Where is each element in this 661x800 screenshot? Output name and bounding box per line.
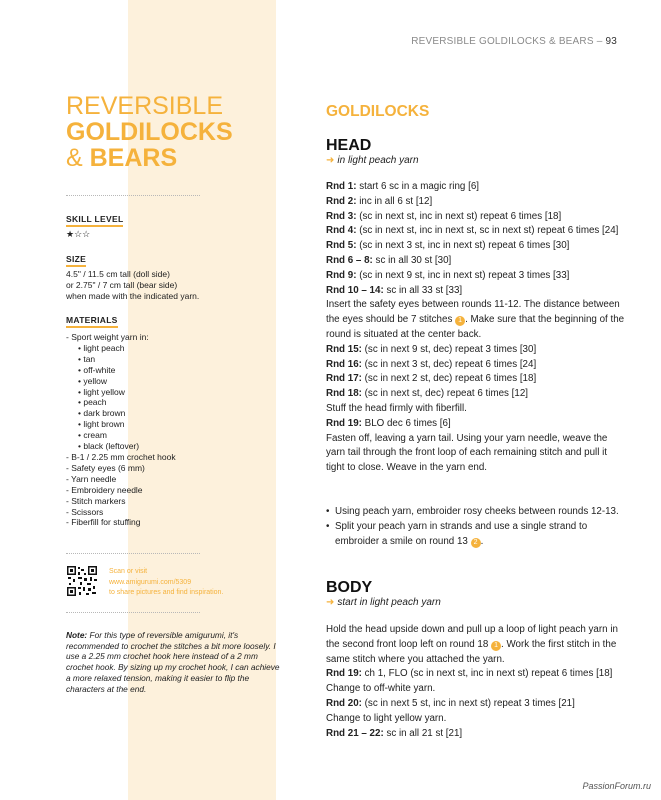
row-text: Using peach yarn, embroider rosy cheeks between rounds 12-13. bbox=[335, 506, 619, 517]
round-label: Rnd 15: bbox=[326, 343, 362, 355]
head-instructions bbox=[326, 180, 626, 476]
instruction-row bbox=[326, 210, 626, 225]
step-badge: 1 bbox=[491, 641, 501, 651]
row-text: sc in all 33 st [33] bbox=[383, 284, 463, 296]
scan-info bbox=[109, 567, 223, 599]
size-line: or 2.75" / 7 cm tall (bear side) bbox=[66, 280, 178, 290]
row-text: . bbox=[480, 535, 484, 547]
title-ampersand: & bbox=[66, 144, 90, 172]
title-line-2: GOLDILOCKS bbox=[66, 118, 233, 146]
note-paragraph bbox=[66, 630, 280, 694]
running-title: REVERSIBLE GOLDILOCKS & BEARS – bbox=[411, 36, 603, 47]
bullet-item bbox=[326, 505, 626, 520]
size-label: SIZE bbox=[66, 254, 86, 267]
instruction-row bbox=[326, 239, 626, 254]
page-number: 93 bbox=[605, 36, 617, 47]
round-label: Rnd 5: bbox=[326, 240, 357, 252]
scan-line: Scan or visit bbox=[109, 568, 148, 575]
instruction-row bbox=[326, 697, 626, 712]
instruction-row bbox=[326, 180, 626, 195]
instruction-row bbox=[326, 358, 626, 373]
material-item: - Sport weight yarn in: bbox=[66, 332, 149, 342]
round-label: Rnd 3: bbox=[326, 210, 357, 222]
material-item: - Safety eyes (6 mm) bbox=[66, 462, 145, 473]
row-text: Hold the head upside down and pull up a loop of light peach yarn in the second front loop left on round 18 bbox=[326, 624, 618, 650]
row-text: (sc in next 5 st, inc in next st) repeat 3 times [21] bbox=[361, 697, 575, 709]
round-label: Rnd 17: bbox=[326, 373, 362, 385]
row-text: Insert the safety eyes between rounds 11-12. The distance between the eyes should be 7 stitches bbox=[326, 299, 620, 326]
page-title bbox=[66, 93, 233, 171]
scan-line: to share pictures and find inspiration. bbox=[109, 589, 224, 596]
instruction-row bbox=[326, 195, 626, 210]
qr-code-icon bbox=[66, 565, 98, 597]
row-text: (sc in next 9 st, inc in next st) repeat 3 times [33] bbox=[356, 269, 570, 281]
instruction-row bbox=[326, 254, 626, 269]
material-item: - Embroidery needle bbox=[66, 484, 143, 495]
skill-level-label: SKILL LEVEL bbox=[66, 214, 123, 227]
instruction-row bbox=[326, 712, 626, 727]
round-label: Rnd 21 – 22: bbox=[326, 727, 384, 739]
round-label: Rnd 4: bbox=[326, 225, 357, 237]
instruction-row bbox=[326, 224, 626, 239]
arrow-icon: ➜ bbox=[326, 155, 335, 166]
bullet-item bbox=[326, 520, 626, 550]
row-text: (sc in next 2 st, dec) repeat 6 times [18] bbox=[361, 373, 537, 385]
material-item: • dark brown bbox=[78, 408, 126, 419]
instruction-row bbox=[326, 298, 626, 342]
step-badge: 1 bbox=[455, 316, 465, 326]
divider bbox=[66, 195, 200, 196]
scan-url[interactable]: www.amigurumi.com/5309 bbox=[109, 578, 192, 586]
instruction-row bbox=[326, 727, 626, 742]
section-title: GOLDILOCKS bbox=[326, 103, 430, 120]
row-text: (sc in next st, dec) repeat 6 times [12] bbox=[361, 388, 529, 400]
round-label: Rnd 6 – 8: bbox=[326, 254, 373, 266]
size-line: when made with the indicated yarn. bbox=[66, 291, 200, 301]
size-line: 4.5" / 11.5 cm tall (doll side) bbox=[66, 269, 170, 279]
material-item: • light yellow bbox=[78, 386, 125, 397]
instruction-row bbox=[326, 417, 626, 432]
title-bears: BEARS bbox=[89, 144, 178, 172]
round-label: Rnd 1: bbox=[326, 181, 357, 192]
size-text bbox=[66, 269, 199, 302]
body-subtitle-text: start in light peach yarn bbox=[337, 597, 441, 608]
round-label: Rnd 19: bbox=[326, 668, 362, 680]
material-item: • light peach bbox=[78, 342, 125, 353]
instruction-row bbox=[326, 623, 626, 667]
material-item: • off-white bbox=[78, 364, 116, 375]
divider bbox=[66, 612, 200, 613]
round-label: Rnd 18: bbox=[326, 388, 362, 400]
note-label: Note: bbox=[66, 630, 88, 640]
row-text: Change to off-white yarn. bbox=[326, 683, 436, 695]
body-heading: BODY bbox=[326, 579, 373, 596]
instruction-row bbox=[326, 284, 626, 299]
running-header bbox=[411, 36, 617, 47]
material-item: • peach bbox=[78, 397, 107, 408]
instruction-row bbox=[326, 432, 626, 476]
title-line-1: REVERSIBLE bbox=[66, 92, 224, 120]
row-text: sc in all 21 st [21] bbox=[383, 727, 463, 739]
body-subtitle bbox=[326, 597, 441, 608]
note-text: For this type of reversible amigurumi, it's recommended to crochet the stitches a bit more loosely. I use a 2.25 mm crochet hook here instead of a 2 mm crochet hook. By sizing up my crochet hook, I can achieve a more relaxed tension, making it easier to flip the characters at the end. bbox=[66, 630, 280, 694]
row-text: Change to light yellow yarn. bbox=[326, 712, 447, 724]
material-item: • cream bbox=[78, 430, 107, 441]
step-badge: 2 bbox=[471, 538, 481, 548]
round-label: Rnd 20: bbox=[326, 697, 362, 709]
row-text: BLO dec 6 times [6] bbox=[361, 417, 451, 429]
material-item: • light brown bbox=[78, 419, 125, 430]
material-item: - B-1 / 2.25 mm crochet hook bbox=[66, 451, 176, 462]
row-text: Stuff the head firmly with fiberfill. bbox=[326, 402, 467, 414]
divider bbox=[66, 553, 200, 554]
instruction-row bbox=[326, 372, 626, 387]
material-item: • yellow bbox=[78, 375, 107, 386]
row-text: ch 1, FLO (sc in next st, inc in next st) repeat 6 times [18] bbox=[361, 668, 613, 680]
round-label: Rnd 10 – 14: bbox=[326, 284, 384, 296]
body-instructions bbox=[326, 623, 626, 741]
head-bullets bbox=[326, 505, 626, 549]
instruction-row bbox=[326, 387, 626, 402]
instruction-row bbox=[326, 402, 626, 417]
material-item: - Fiberfill for stuffing bbox=[66, 517, 141, 528]
skill-stars: ★☆☆ bbox=[66, 229, 91, 239]
row-text: (sc in next 3 st, inc in next st) repeat 6 times [30] bbox=[356, 240, 570, 252]
row-text: Split your peach yarn in strands and use a single strand to embroider a smile on round 13 bbox=[335, 520, 588, 547]
instruction-row bbox=[326, 667, 626, 682]
material-item: - Stitch markers bbox=[66, 495, 126, 506]
material-item: - Yarn needle bbox=[66, 473, 117, 484]
instruction-row bbox=[326, 343, 626, 358]
materials-list bbox=[66, 332, 176, 528]
head-subtitle bbox=[326, 155, 419, 166]
row-text: (sc in next st, inc in next st, sc in next st) repeat 6 times [24] bbox=[356, 225, 619, 237]
material-item: • black (leftover) bbox=[78, 441, 140, 452]
row-text: sc in all 30 st [30] bbox=[372, 254, 452, 266]
instruction-row bbox=[326, 269, 626, 284]
round-label: Rnd 19: bbox=[326, 417, 362, 429]
material-item: • tan bbox=[78, 353, 96, 364]
head-subtitle-text: in light peach yarn bbox=[337, 155, 419, 166]
watermark: PassionForum.ru bbox=[582, 781, 651, 791]
round-label: Rnd 9: bbox=[326, 269, 357, 281]
head-heading: HEAD bbox=[326, 137, 372, 154]
row-text: (sc in next 3 st, dec) repeat 6 times [24] bbox=[361, 358, 537, 370]
row-text: (sc in next st, inc in next st) repeat 6 times [18] bbox=[356, 210, 562, 222]
row-text: . Work the first stitch in the same stitch where you attached the yarn. bbox=[326, 638, 617, 665]
instruction-row bbox=[326, 682, 626, 697]
round-label: Rnd 16: bbox=[326, 358, 362, 370]
row-text: (sc in next 9 st, dec) repeat 3 times [30] bbox=[361, 343, 537, 355]
row-text: inc in all 6 st [12] bbox=[356, 195, 433, 207]
materials-label: MATERIALS bbox=[66, 315, 118, 328]
title-line-3 bbox=[66, 145, 233, 171]
material-item: - Scissors bbox=[66, 506, 104, 517]
row-text: . Make sure that the beginning of the round is situated at the center back. bbox=[326, 314, 625, 340]
round-label: Rnd 2: bbox=[326, 195, 357, 207]
row-text: start 6 sc in a magic ring [6] bbox=[356, 181, 479, 192]
arrow-icon: ➜ bbox=[326, 597, 335, 608]
row-text: Fasten off, leaving a yarn tail. Using your yarn needle, weave the yarn tail through the front loop of each remaining stitch and pull it tight to close. Weave in the yarn end. bbox=[326, 432, 608, 474]
